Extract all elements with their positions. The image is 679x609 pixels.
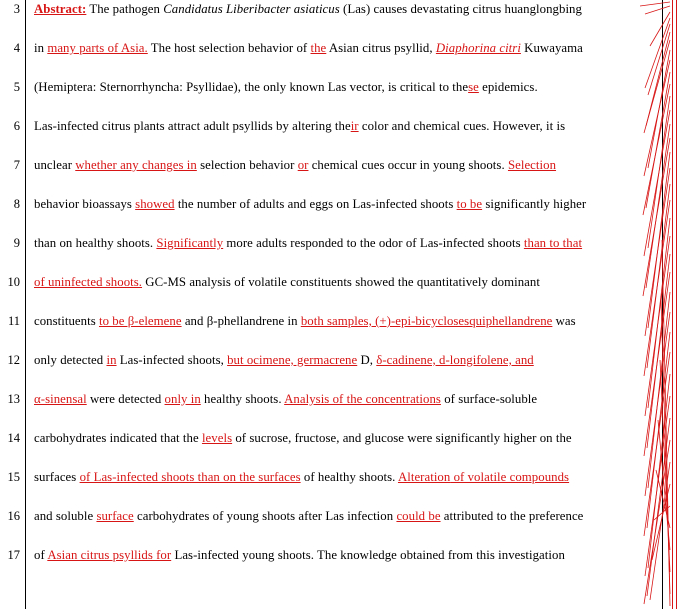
change-bar-rule-secondary (676, 0, 677, 609)
line-number: 3 (13, 2, 20, 16)
text-run: selection behavior (196, 158, 298, 172)
line-number: 15 (7, 470, 20, 484)
text-run: unclear (34, 158, 76, 172)
tracked-insertion: Alteration (397, 470, 451, 484)
text-run: volatile constituents (248, 275, 352, 289)
text-run: significantly higher (482, 197, 587, 211)
line-number: 7 (13, 158, 20, 172)
tracked-insertion: Analysis of the concentrations (284, 392, 441, 406)
text-run: Asian citrus psyllid, (326, 41, 436, 55)
text-run: only detected (34, 353, 107, 367)
text-run: Las-infected young shoots. The knowledge obtained from this investigation (171, 548, 565, 562)
text-run: of sucrose, fructose, and glucose were significantly higher on the (232, 431, 572, 445)
tracked-insertion: the (310, 41, 327, 55)
line-number: 16 (7, 509, 20, 523)
text-run: surfaces (34, 470, 80, 484)
text-run: epidemics. (478, 80, 538, 94)
tracked-insertion: Significantly (156, 236, 224, 250)
tracked-insertion: Candidatus Liberibacter asiaticus (163, 2, 340, 16)
text-run: healthy shoots. (200, 392, 285, 406)
text-run: and soluble (34, 509, 97, 523)
text-line (34, 41, 646, 55)
tracked-insertion: of Las-infected shoots than on the surfaces (79, 470, 301, 484)
tracked-insertion: δ-cadinene, d-longifolene, and (376, 353, 534, 367)
tracked-insertion: could be (396, 509, 441, 523)
tracked-insertion: α-sinensal (34, 392, 87, 406)
text-run: The host selection behavior of (147, 41, 311, 55)
line-number: 6 (13, 119, 20, 133)
text-run: color and chemical cues. However, it is (358, 119, 566, 133)
text-line (34, 548, 646, 562)
text-run: of healthy shoots. (300, 470, 398, 484)
text-line (34, 197, 646, 211)
line-number: 8 (13, 197, 20, 211)
line-number: 12 (7, 353, 20, 367)
line-number: 9 (13, 236, 20, 250)
line-number: 11 (7, 314, 20, 328)
tracked-insertion: Selection (507, 158, 557, 172)
text-line (34, 275, 646, 289)
text-line (34, 80, 646, 94)
text-run: chemical cues occur in young shoots. (308, 158, 508, 172)
text-run: and β-phellandrene in (181, 314, 301, 328)
page-border-right (662, 0, 663, 609)
text-run: the number of adults and eggs on Las-infected shoots (174, 197, 457, 211)
line-number: 14 (7, 431, 20, 445)
tracked-insertion: Abstract: (34, 2, 87, 16)
tracked-insertion: of uninfected shoots. (34, 275, 143, 289)
tracked-insertion: to be β-elemene (98, 314, 182, 328)
tracked-insertion: only in (164, 392, 201, 406)
text-run: attributed to the preference (440, 509, 584, 523)
tracked-insertion: levels (201, 431, 233, 445)
text-line (34, 158, 646, 172)
tracked-insertion: whether any changes in (75, 158, 197, 172)
text-line (34, 392, 646, 406)
text-line (34, 353, 646, 367)
text-run: Las-infected shoots, (116, 353, 228, 367)
text-run: were detected (86, 392, 165, 406)
text-run: more adults responded to the odor of Las-infected shoots (223, 236, 524, 250)
text-line (34, 236, 646, 250)
text-run: Las-infected citrus plants attract adult psyllids by altering the (34, 119, 351, 133)
text-run: showed the quantitatively dominant (351, 275, 540, 289)
text-run: behavior bioassays (34, 197, 136, 211)
text-line (34, 119, 646, 133)
tracked-insertion: or (297, 158, 309, 172)
text-line (34, 314, 646, 328)
text-run: than on healthy shoots. (34, 236, 157, 250)
text-run: D, (357, 353, 377, 367)
text-run: carbohydrates indicated that the (34, 431, 202, 445)
tracked-insertion: of volatile compounds (450, 470, 570, 484)
text-run: GC-MS analysis of (142, 275, 249, 289)
tracked-insertion: both samples, (+)-epi-bicyclosesquiphellandrene (300, 314, 553, 328)
tracked-insertion: many parts of Asia. (47, 41, 148, 55)
tracked-insertion: showed (135, 197, 175, 211)
tracked-insertion: in (106, 353, 117, 367)
text-run: constituents (34, 314, 99, 328)
tracked-insertion: than to that (523, 236, 583, 250)
text-line (34, 509, 646, 523)
tracked-insertion: Asian citrus psyllids for (47, 548, 172, 562)
text-run: (Las) causes devastating citrus huanglongbing (339, 2, 582, 16)
tracked-insertion: but ocimene, germacrene (227, 353, 358, 367)
text-line (34, 2, 646, 16)
text-run: in (34, 41, 48, 55)
text-line (34, 470, 646, 484)
line-number-gutter (0, 0, 26, 609)
text-run: carbohydrates of young shoots after Las infection (133, 509, 397, 523)
text-line (34, 431, 646, 445)
line-number: 13 (7, 392, 20, 406)
text-run: Kuwayama (520, 41, 583, 55)
line-number: 4 (13, 41, 20, 55)
line-number: 5 (13, 80, 20, 94)
abstract-text-body (34, 0, 646, 609)
text-run: of (34, 548, 48, 562)
tracked-insertion: Diaphorina citri (435, 41, 521, 55)
tracked-insertion: to be (456, 197, 483, 211)
text-run: of surface-soluble (440, 392, 538, 406)
line-number: 17 (7, 548, 20, 562)
text-run: (Hemiptera: Sternorrhyncha: Psyllidae), the only known Las vector, is critical to the (34, 80, 469, 94)
tracked-insertion: se (468, 80, 479, 94)
change-bar-rule (672, 0, 673, 609)
line-number: 10 (7, 275, 20, 289)
text-run: was (552, 314, 576, 328)
tracked-insertion: ir (350, 119, 359, 133)
text-run: The pathogen (86, 2, 164, 16)
tracked-insertion: surface (96, 509, 134, 523)
